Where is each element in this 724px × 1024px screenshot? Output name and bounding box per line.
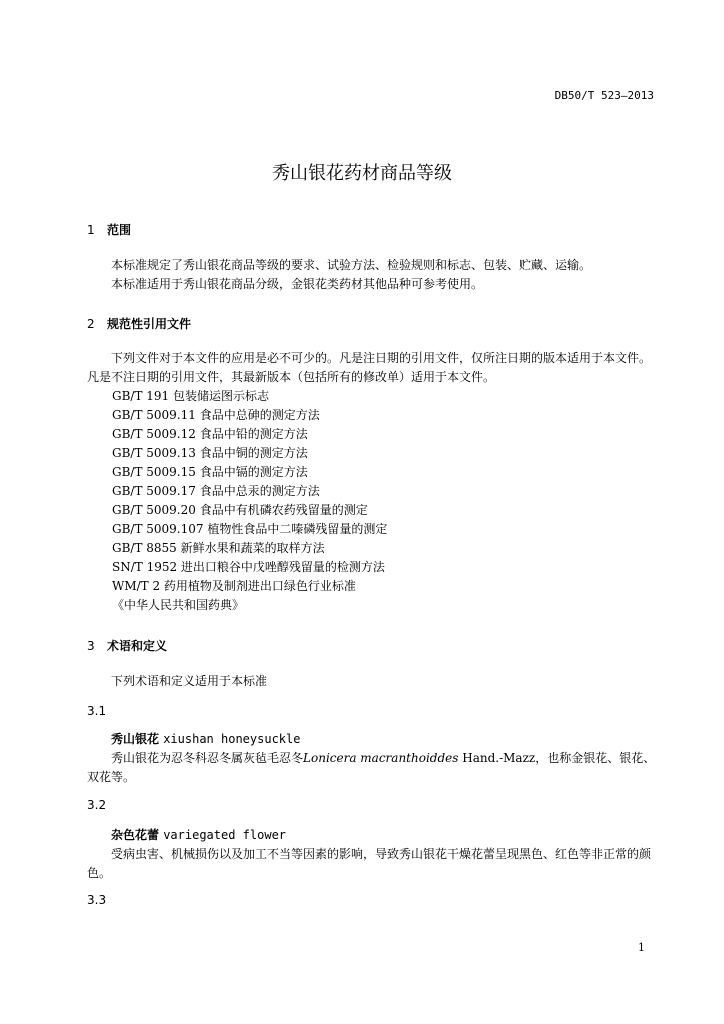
term-3-2-name: 杂色花蕾: [111, 828, 160, 842]
reference-item: SN/T 1952 进出口粮谷中戊唑醇残留量的检测方法: [112, 560, 385, 574]
reference-item: 《中华人民共和国药典》: [112, 598, 245, 612]
term-3-2-heading: [111, 826, 286, 843]
section-2-title: 规范性引用文件: [107, 317, 192, 331]
section-1-heading: [87, 221, 131, 238]
term-3-1-latin-name: Lonicera macranthoiddes: [303, 751, 459, 765]
document-title: 秀山银花药材商品等级: [272, 163, 452, 184]
scope-paragraph-1: 本标准规定了秀山银花商品等级的要求、试验方法、检验规则和标志、包装、贮藏、运输。: [111, 258, 592, 272]
term-3-1-definition-a: 秀山银花为忍冬科忍冬属灰毡毛忍冬: [111, 751, 304, 765]
reference-item: GB/T 5009.107 植物性食品中二嗪磷残留量的测定: [112, 522, 388, 536]
reference-item: GB/T 5009.13 食品中铜的测定方法: [112, 446, 308, 460]
scope-paragraph-2: 本标准适用于秀山银花商品分级，金银花类药材其他品种可参考使用。: [111, 277, 484, 291]
section-3-heading: [87, 637, 167, 654]
section-2-number: 2: [87, 317, 95, 331]
term-3-1-heading: [111, 730, 300, 747]
term-3-1-english: xiushan honeysuckle: [163, 732, 301, 746]
term-3-1-definition: [87, 749, 659, 787]
reference-item: GB/T 5009.11 食品中总砷的测定方法: [112, 408, 320, 422]
reference-item: GB/T 5009.15 食品中镉的测定方法: [112, 465, 308, 479]
term-3-1-number: 3.1: [87, 704, 107, 718]
reference-item: GB/T 5009.17 食品中总汞的测定方法: [112, 484, 320, 498]
page-number: 1: [638, 941, 645, 954]
section-3-number: 3: [87, 639, 95, 653]
term-3-1-definition-b: Hand.-Mazz，也称金银花、银花、双花等。: [87, 751, 656, 784]
section-2-heading: [87, 315, 191, 332]
term-3-2-number: 3.2: [87, 798, 107, 812]
section-3-title: 术语和定义: [107, 639, 168, 653]
standard-code: DB50/T 523—2013: [554, 89, 654, 102]
section-1-number: 1: [87, 223, 95, 237]
reference-item: GB/T 5009.12 食品中铅的测定方法: [112, 427, 308, 441]
term-3-2-english: variegated flower: [163, 828, 287, 842]
reference-item: GB/T 5009.20 食品中有机磷农药残留量的测定: [112, 503, 368, 517]
term-3-1-name: 秀山银花: [111, 732, 160, 746]
reference-item: GB/T 191 包装储运图示标志: [112, 389, 269, 403]
reference-item: WM/T 2 药用植物及制剂进出口绿色行业标准: [112, 579, 356, 593]
term-3-2-definition: 受病虫害、机械损伤以及加工不当等因素的影响，导致秀山银花干燥花蕾呈现黑色、红色等非正常的颜色。: [87, 847, 652, 880]
terms-intro: 下列术语和定义适用于本标准: [111, 674, 268, 688]
section-1-title: 范围: [107, 223, 132, 237]
reference-item: GB/T 8855 新鲜水果和蔬菜的取样方法: [112, 541, 325, 555]
normative-intro: 下列文件对于本文件的应用是必不可少的。凡是注日期的引用文件，仅所注日期的版本适用于本文件。凡是不注日期的引用文件，其最新版本（包括所有的修改单）适用于本文件。: [87, 351, 652, 384]
term-3-3-number: 3.3: [87, 893, 107, 907]
